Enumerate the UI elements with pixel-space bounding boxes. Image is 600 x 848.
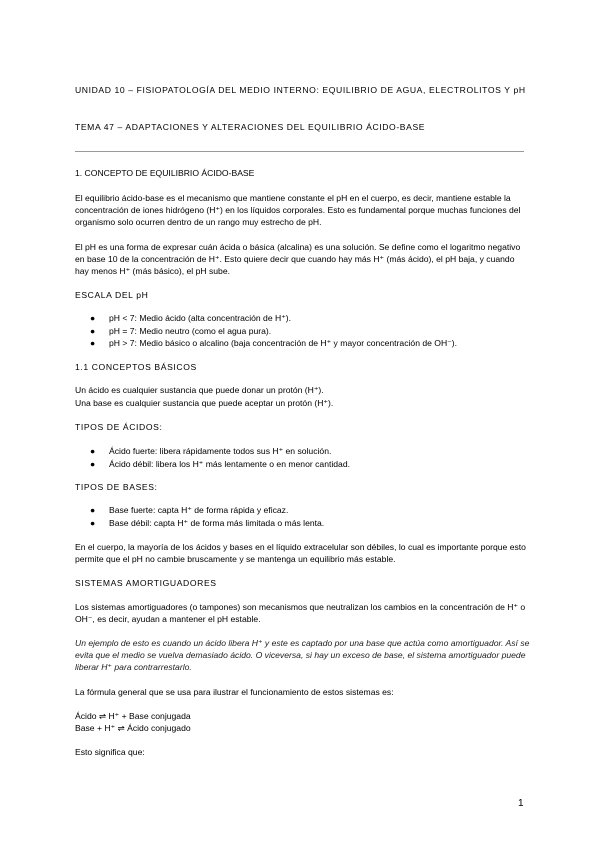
bullet-icon: ● — [90, 313, 96, 323]
list-item: ● pH = 7: Medio neutro (como el agua pura). — [90, 325, 272, 336]
paragraph: Esto significa que: — [75, 747, 145, 757]
acid-types-list — [75, 445, 350, 470]
paragraph: Los sistemas amortiguadores (o tampones) son mecanismos que neutralizan los cambios en la concentración de H⁺ o OH⁻, es decir, ayudan a mantener el pH estable. — [75, 602, 526, 624]
paragraph: La fórmula general que se usa para ilustrar el funcionamiento de estos sistemas es: — [75, 687, 394, 697]
bullet-icon: ● — [90, 458, 96, 469]
paragraph: En el cuerpo, la mayoría de los ácidos y bases en el líquido extracelular son débiles, lo cual es importante porque esto permite que el pH no cambie bruscamente y se mantenga un equilibrio más estable. — [75, 542, 526, 564]
list-item: ● Base débil: capta H⁺ de forma más limitada o más lenta. — [90, 517, 325, 528]
horizontal-divider — [75, 151, 524, 152]
topic-title: TEMA 47 – ADAPTACIONES Y ALTERACIONES DEL EQUILIBRIO ÁCIDO-BASE — [75, 122, 426, 132]
section-heading: 1. CONCEPTO DE EQUILIBRIO ÁCIDO-BASE — [75, 168, 255, 178]
list-item: ● pH < 7: Medio ácido (alta concentración de H⁺). — [90, 313, 291, 323]
subsection-heading: SISTEMAS AMORTIGUADORES — [75, 578, 217, 588]
ph-scale-list — [75, 312, 457, 350]
paragraph: El equilibrio ácido-base es el mecanismo que mantiene constante el pH en el cuerpo, es decir, mantiene estable la concentración de iones hidrógeno (H⁺) en los líquidos corporales. Esto es fundamental porque muchas funciones del organismo solo ocurren dentro de un rango muy estrecho de pH. — [75, 193, 521, 227]
paragraph-line: Un ácido es cualquier sustancia que puede donar un protón (H⁺). — [75, 385, 324, 395]
formula-line: Ácido ⇌ H⁺ + Base conjugada — [75, 711, 191, 721]
bullet-icon: ● — [90, 505, 96, 515]
formula-line: Base + H⁺ ⇌ Ácido conjugado — [75, 723, 191, 733]
bullet-icon: ● — [90, 325, 96, 336]
list-item: ● Ácido fuerte: libera rápidamente todos sus H⁺ en solución. — [90, 446, 332, 456]
subsection-heading: TIPOS DE BASES: — [75, 482, 158, 492]
subsection-heading: ESCALA DEL pH — [75, 290, 149, 300]
list-item: ● Base fuerte: capta H⁺ de forma rápida y eficaz. — [90, 505, 289, 515]
bullet-icon: ● — [90, 446, 96, 456]
unit-title: UNIDAD 10 – FISIOPATOLOGÍA DEL MEDIO INTERNO: EQUILIBRIO DE AGUA, ELECTROLITOS Y pH — [75, 85, 526, 95]
bullet-icon: ● — [90, 517, 96, 528]
subsection-heading: TIPOS DE ÁCIDOS: — [75, 422, 163, 432]
example-paragraph: Un ejemplo de esto es cuando un ácido libera H⁺ y este es captado por una base que actúa como amortiguador. Así se evita que el medio se vuelva demasiado ácido. O viceversa, si hay un exceso de base, el sistema amortiguador puede liberar H⁺ para contrarrestarlo. — [75, 638, 530, 672]
page-number: 1 — [518, 798, 524, 809]
base-types-list — [75, 504, 324, 529]
list-item: ● Ácido débil: libera los H⁺ más lentamente o en menor cantidad. — [90, 458, 350, 469]
paragraph-line: Una base es cualquier sustancia que puede aceptar un protón (H⁺). — [75, 398, 334, 408]
subsection-heading: 1.1 CONCEPTOS BÁSICOS — [75, 362, 197, 372]
list-item: ● pH > 7: Medio básico o alcalino (baja concentración de H⁺ y mayor concentración de OH⁻). — [90, 338, 457, 349]
bullet-icon: ● — [90, 338, 96, 349]
paragraph: El pH es una forma de expresar cuán ácida o básica (alcalina) es una solución. Se define como el logaritmo negativo en base 10 de la concentración de H⁺. Esto quiere decir que cuando hay más H⁺ (más ácido), el pH baja, y cuando hay menos H⁺ (más básico), el pH sube. — [75, 242, 521, 276]
